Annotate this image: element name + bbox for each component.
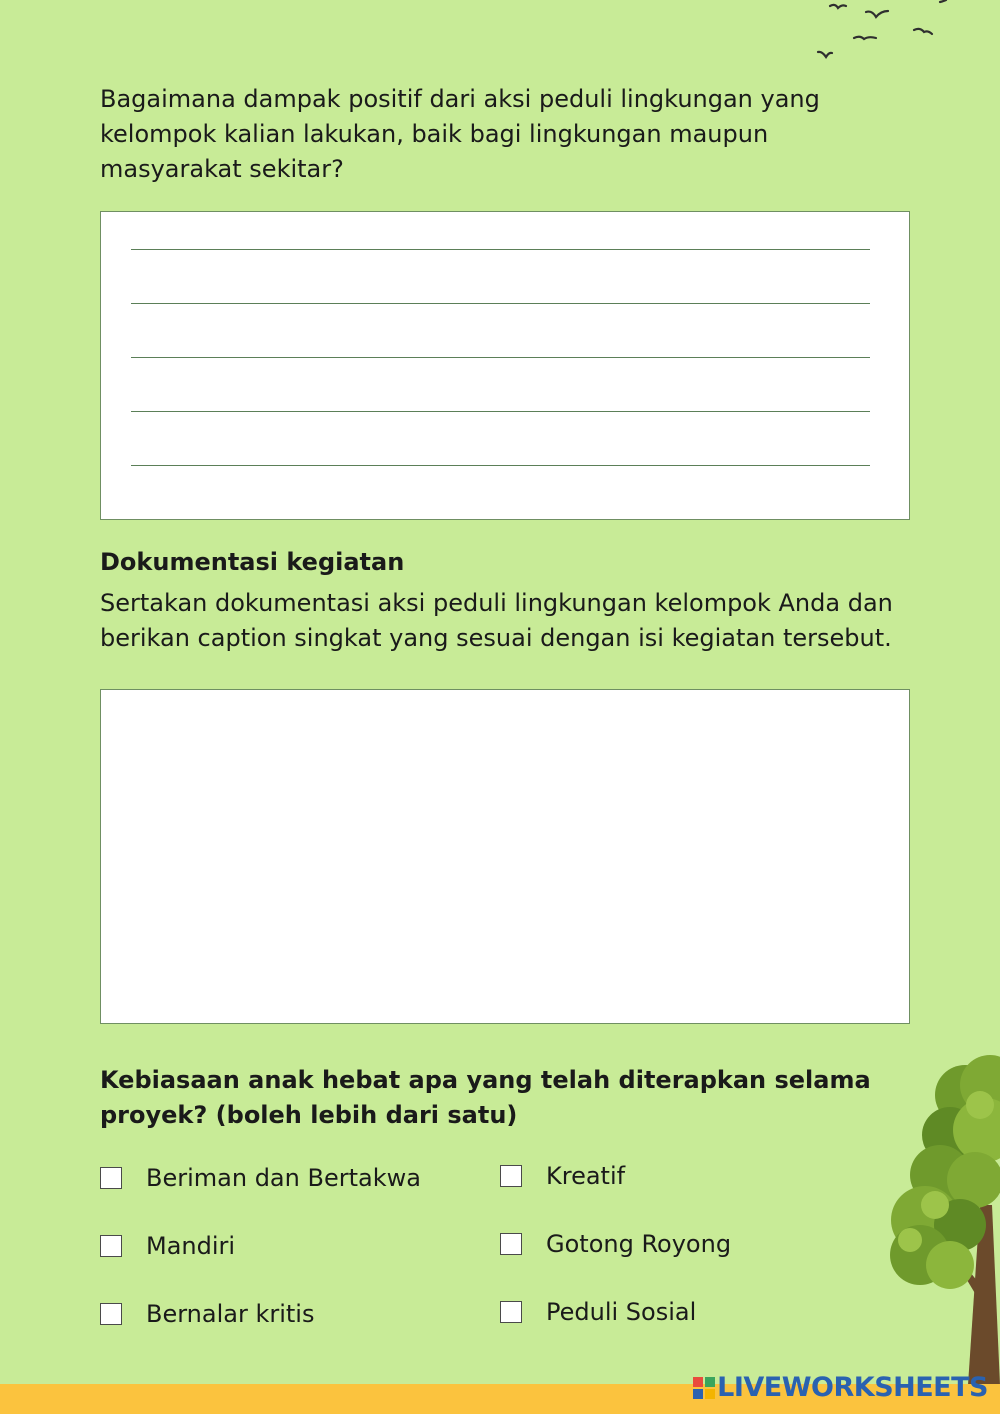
answer-textarea[interactable] xyxy=(100,211,910,520)
answer-line xyxy=(131,249,870,250)
checkbox[interactable] xyxy=(100,1235,122,1257)
reflection-question: Bagaimana dampak positif dari aksi peduli lingkungan yang kelompok kalian lakukan, baik bagi lingkungan maupun masyarakat sekitar? xyxy=(100,85,820,183)
answer-line xyxy=(131,303,870,304)
liveworksheets-logo xyxy=(693,1372,988,1403)
option-mandiri[interactable] xyxy=(100,1231,235,1261)
answer-line xyxy=(131,465,870,466)
liveworksheets-logo-icon xyxy=(693,1377,715,1399)
documentation-upload-area[interactable] xyxy=(100,689,910,1024)
option-label: Gotong Royong xyxy=(546,1230,732,1258)
answer-line xyxy=(131,357,870,358)
option-kreatif[interactable] xyxy=(500,1161,625,1191)
checkbox[interactable] xyxy=(500,1301,522,1323)
checkbox[interactable] xyxy=(100,1303,122,1325)
checkbox[interactable] xyxy=(500,1233,522,1255)
checkbox[interactable] xyxy=(100,1167,122,1189)
brand-name: LIVEWORKSHEETS xyxy=(717,1372,988,1403)
option-gotong-royong[interactable] xyxy=(500,1229,731,1259)
option-label: Mandiri xyxy=(146,1232,236,1260)
tree-icon xyxy=(880,1055,1000,1385)
option-label: Beriman dan Bertakwa xyxy=(146,1164,421,1192)
option-label: Peduli Sosial xyxy=(546,1298,697,1326)
answer-line xyxy=(131,411,870,412)
habits-question: Kebiasaan anak hebat apa yang telah diterapkan selama proyek? (boleh lebih dari satu) xyxy=(100,1066,871,1129)
option-peduli-sosial[interactable] xyxy=(500,1297,696,1327)
option-beriman-dan-bertakwa[interactable] xyxy=(100,1163,421,1193)
checkbox[interactable] xyxy=(500,1165,522,1187)
option-bernalar-kritis[interactable] xyxy=(100,1299,314,1329)
documentation-instruction: Sertakan dokumentasi aksi peduli lingkungan kelompok Anda dan berikan caption singkat yang sesuai dengan isi kegiatan tersebut. xyxy=(100,589,893,652)
option-label: Bernalar kritis xyxy=(146,1300,315,1328)
documentation-heading: Dokumentasi kegiatan xyxy=(100,548,405,576)
option-label: Kreatif xyxy=(546,1162,626,1190)
birds-icon xyxy=(810,0,1000,70)
